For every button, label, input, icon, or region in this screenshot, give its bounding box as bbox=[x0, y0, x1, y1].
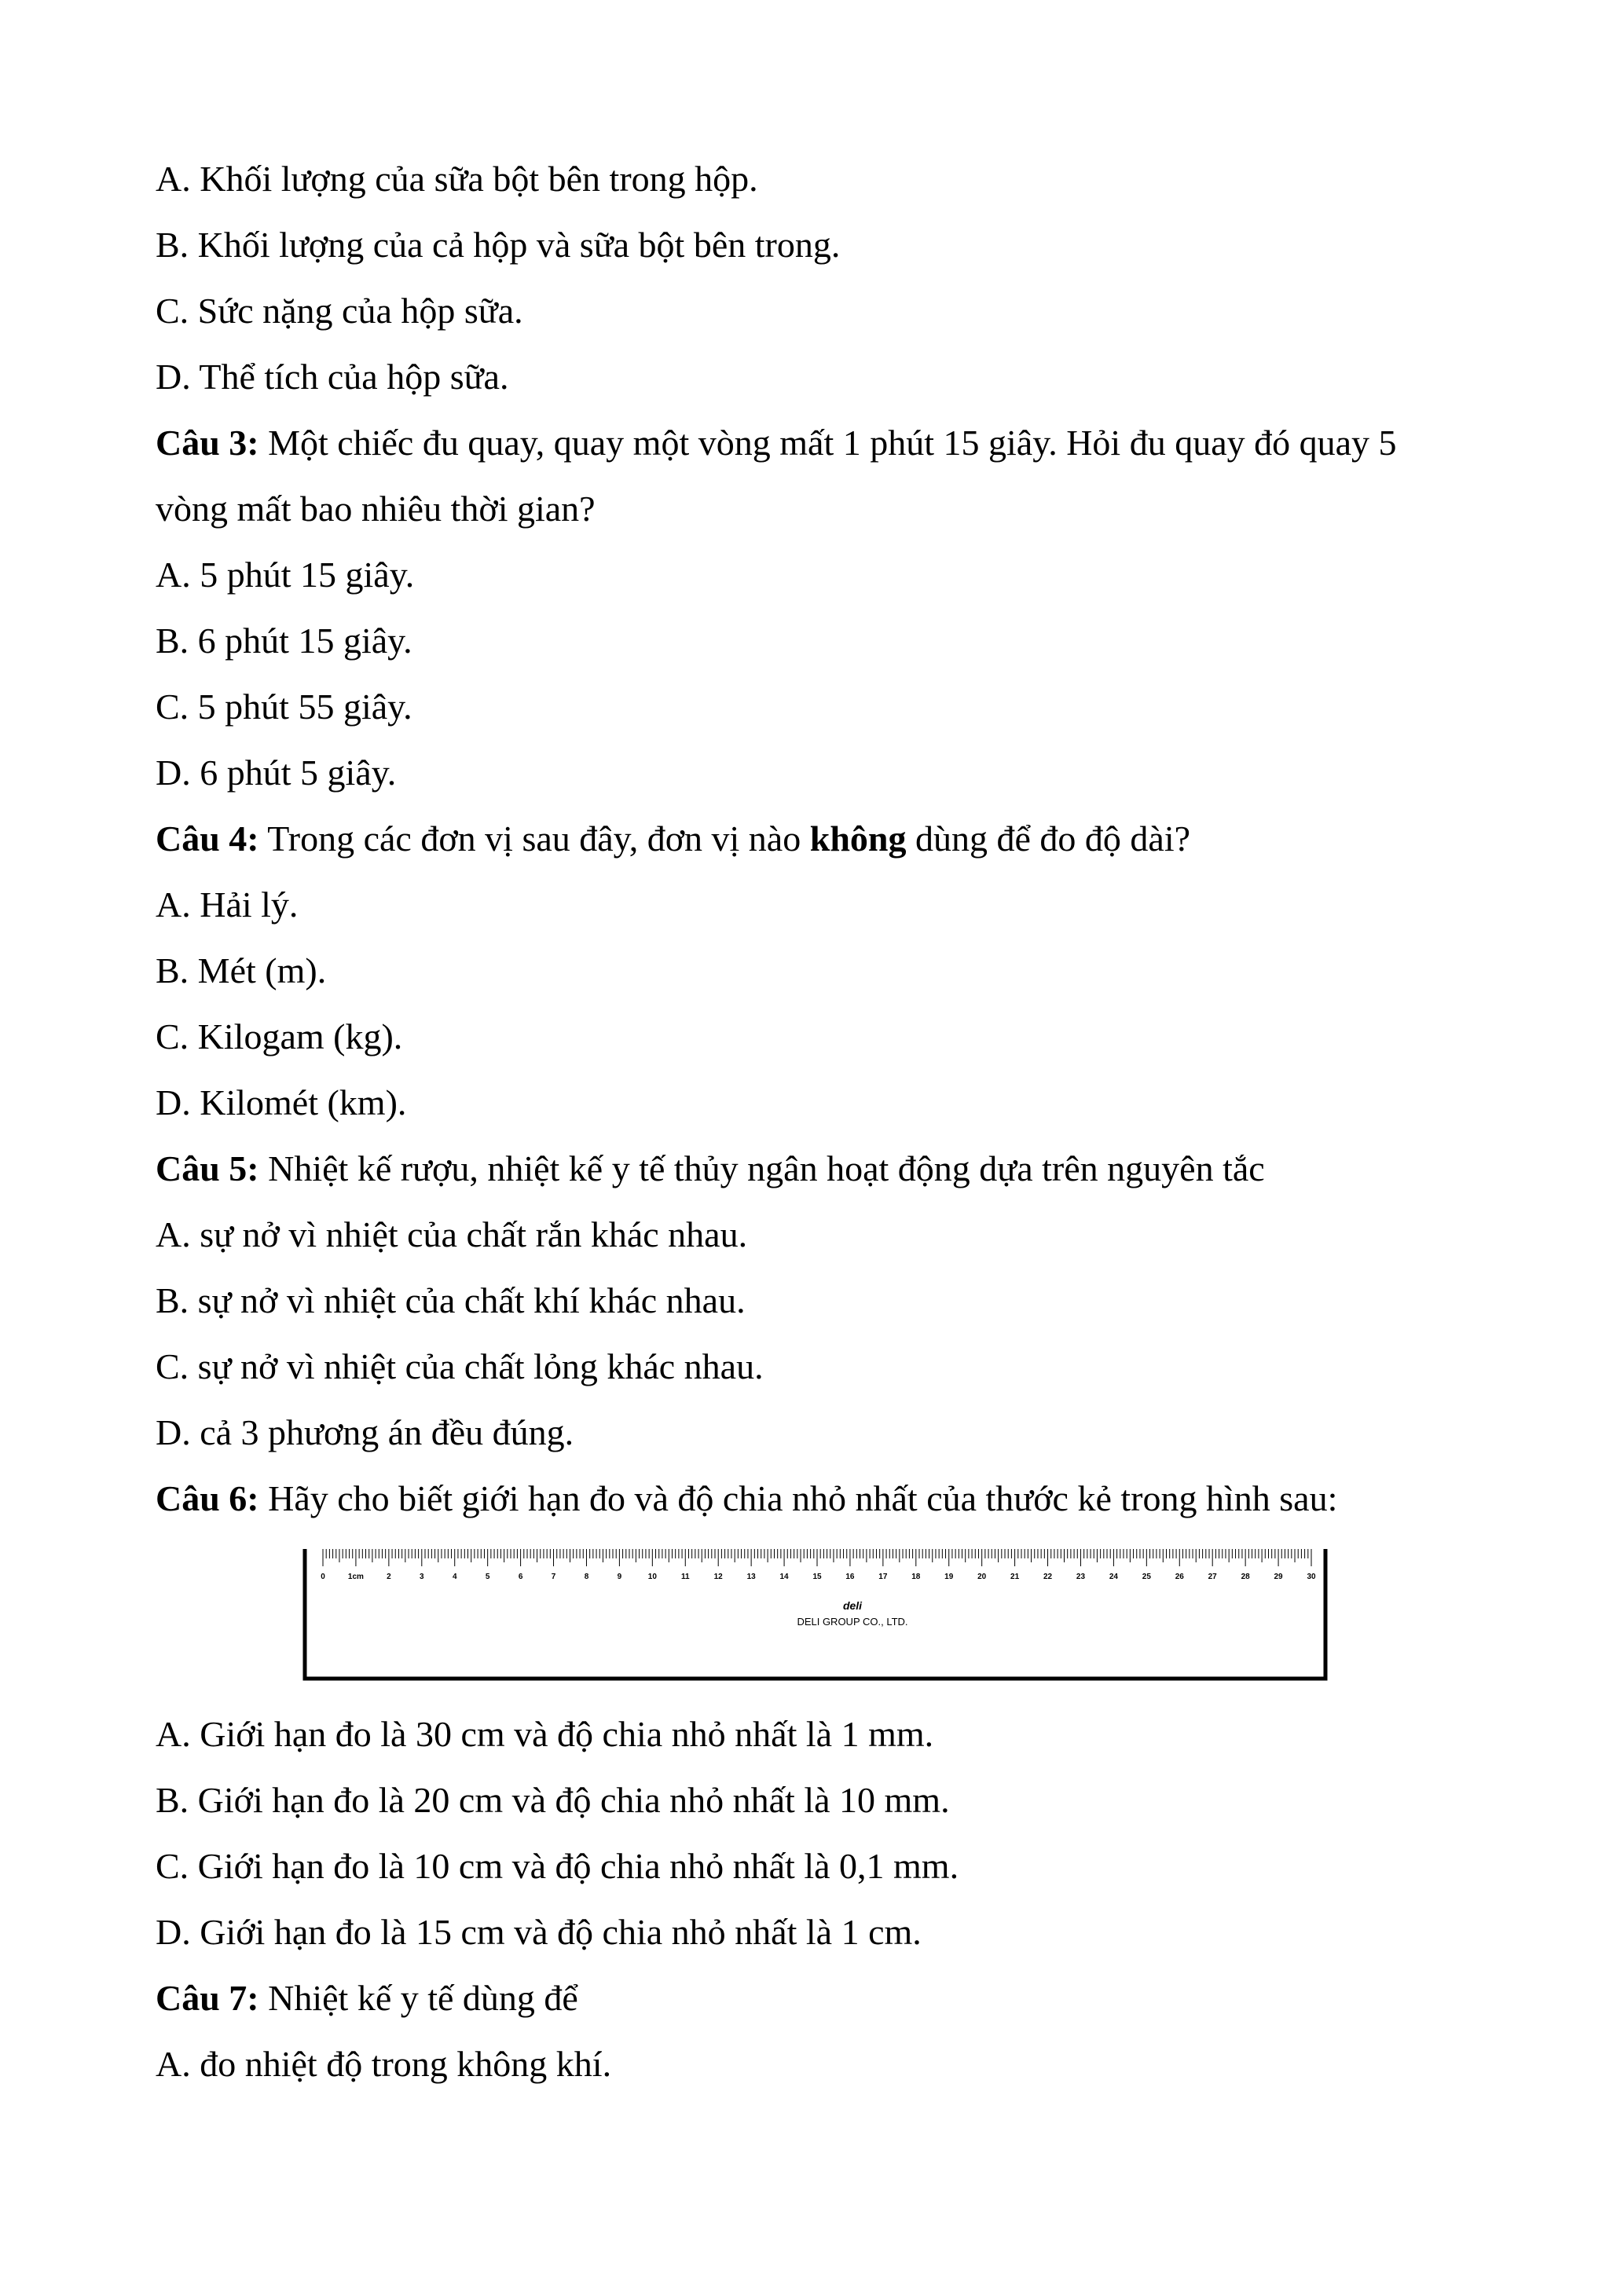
ruler-tick-label: 23 bbox=[1076, 1573, 1086, 1581]
ruler-tick-label: 12 bbox=[713, 1573, 723, 1581]
q6-option-c: C. Giới hạn đo là 10 cm và độ chia nhỏ nhất là 0,1 mm. bbox=[156, 1846, 959, 1886]
q4-text-bold: không bbox=[809, 818, 907, 859]
q6-option-a: A. Giới hạn đo là 30 cm và độ chia nhỏ nhất là 1 mm. bbox=[156, 1714, 934, 1754]
ruler-tick-label: 3 bbox=[420, 1573, 424, 1581]
ruler-tick-label: 10 bbox=[647, 1573, 657, 1581]
ruler-tick-label: 17 bbox=[878, 1573, 888, 1581]
ruler-tick-label: 8 bbox=[584, 1573, 589, 1581]
q3-question bbox=[156, 421, 1397, 465]
q5-option-b: B. sự nở vì nhiệt của chất khí khác nhau. bbox=[156, 1280, 746, 1320]
q7-text: Nhiệt kế y tế dùng để bbox=[258, 1978, 578, 2018]
q3-label: Câu 3: bbox=[156, 423, 259, 463]
ruler-brand-logo: deli bbox=[842, 1599, 863, 1612]
ruler-tick-label: 13 bbox=[746, 1573, 756, 1581]
q7-option-a: A. đo nhiệt độ trong không khí. bbox=[156, 2044, 612, 2084]
q5-option-d: D. cả 3 phương án đều đúng. bbox=[156, 1412, 574, 1452]
ruler-tick-label: 11 bbox=[680, 1573, 690, 1581]
ruler-tick-label: 0 bbox=[321, 1573, 325, 1581]
ruler-tick-label: 1cm bbox=[347, 1573, 364, 1581]
q4-label: Câu 4: bbox=[156, 818, 259, 859]
ruler-tick-label: 4 bbox=[452, 1573, 457, 1581]
q3-text-line2: vòng mất bao nhiêu thời gian? bbox=[156, 489, 596, 529]
q4-text-before: Trong các đơn vị sau đây, đơn vị nào bbox=[258, 818, 810, 859]
ruler-tick-label: 15 bbox=[812, 1573, 822, 1581]
q4-option-a: A. Hải lý. bbox=[156, 884, 299, 925]
ruler-tick-label: 5 bbox=[485, 1573, 490, 1581]
q4-question bbox=[156, 817, 1190, 861]
q2-option-c: C. Sức nặng của hộp sữa. bbox=[156, 291, 523, 331]
ruler-tick-label: 29 bbox=[1274, 1573, 1283, 1581]
ruler-tick-label: 16 bbox=[845, 1573, 855, 1581]
q2-option-d: D. Thể tích của hộp sữa. bbox=[156, 357, 509, 397]
q4-text-after: dùng để đo độ dài? bbox=[906, 818, 1191, 859]
q5-text: Nhiệt kế rượu, nhiệt kế y tế thủy ngân hoạt động dựa trên nguyên tắc bbox=[258, 1148, 1265, 1188]
q6-text: Hãy cho biết giới hạn đo và độ chia nhỏ nhất của thước kẻ trong hình sau: bbox=[258, 1478, 1338, 1518]
ruler-tick-label: 18 bbox=[911, 1573, 921, 1581]
ruler-tick-label: 7 bbox=[551, 1573, 556, 1581]
ruler-tick-label: 30 bbox=[1307, 1573, 1316, 1581]
ruler-tick-label: 28 bbox=[1241, 1573, 1250, 1581]
q5-label: Câu 5: bbox=[156, 1148, 259, 1188]
q6-option-d: D. Giới hạn đo là 15 cm và độ chia nhỏ nhất là 1 cm. bbox=[156, 1912, 922, 1952]
q7-question bbox=[156, 1976, 578, 2020]
q3-text-line1: Một chiếc đu quay, quay một vòng mất 1 phút 15 giây. Hỏi đu quay đó quay 5 bbox=[258, 423, 1397, 463]
ruler-tick-label: 20 bbox=[977, 1573, 987, 1581]
ruler-tick-label: 2 bbox=[387, 1573, 391, 1581]
q5-question bbox=[156, 1147, 1265, 1191]
q5-option-a: A. sự nở vì nhiệt của chất rắn khác nhau. bbox=[156, 1214, 748, 1254]
ruler-tick-label: 9 bbox=[617, 1573, 622, 1581]
q3-option-b: B. 6 phút 15 giây. bbox=[156, 621, 412, 661]
ruler-tick-label: 6 bbox=[518, 1573, 523, 1581]
ruler-company-name: DELI GROUP CO., LTD. bbox=[797, 1616, 908, 1628]
ruler-tick-label: 22 bbox=[1043, 1573, 1053, 1581]
q6-label: Câu 6: bbox=[156, 1478, 259, 1518]
ruler-outline bbox=[305, 1549, 1325, 1679]
q3-option-c: C. 5 phút 55 giây. bbox=[156, 687, 412, 727]
q3-option-a: A. 5 phút 15 giây. bbox=[156, 555, 415, 595]
q4-option-d: D. Kilomét (km). bbox=[156, 1082, 407, 1122]
q6-question bbox=[156, 1477, 1337, 1521]
ruler-tick-label: 26 bbox=[1175, 1573, 1184, 1581]
ruler-tick-labels bbox=[321, 1573, 1316, 1581]
q4-option-c: C. Kilogam (kg). bbox=[156, 1016, 403, 1056]
ruler-tick-label: 21 bbox=[1010, 1573, 1020, 1581]
q7-label: Câu 7: bbox=[156, 1978, 259, 2018]
ruler-tick-label: 19 bbox=[944, 1573, 954, 1581]
ruler-tick-label: 24 bbox=[1109, 1573, 1118, 1581]
q4-option-b: B. Mét (m). bbox=[156, 950, 327, 991]
ruler-tick-label: 27 bbox=[1208, 1573, 1217, 1581]
ruler-image bbox=[302, 1549, 1328, 1683]
ruler-tick-label: 25 bbox=[1142, 1573, 1151, 1581]
q2-option-b: B. Khối lượng của cả hộp và sữa bột bên trong. bbox=[156, 225, 841, 265]
q6-option-b: B. Giới hạn đo là 20 cm và độ chia nhỏ nhất là 10 mm. bbox=[156, 1780, 950, 1820]
ruler-tick-label: 14 bbox=[779, 1573, 789, 1581]
q2-option-a: A. Khối lượng của sữa bột bên trong hộp. bbox=[156, 159, 758, 199]
q5-option-c: C. sự nở vì nhiệt của chất lỏng khác nhau. bbox=[156, 1346, 764, 1386]
q3-option-d: D. 6 phút 5 giây. bbox=[156, 753, 397, 793]
ruler-ticks bbox=[323, 1549, 1311, 1566]
ruler-figure bbox=[302, 1549, 1328, 1683]
